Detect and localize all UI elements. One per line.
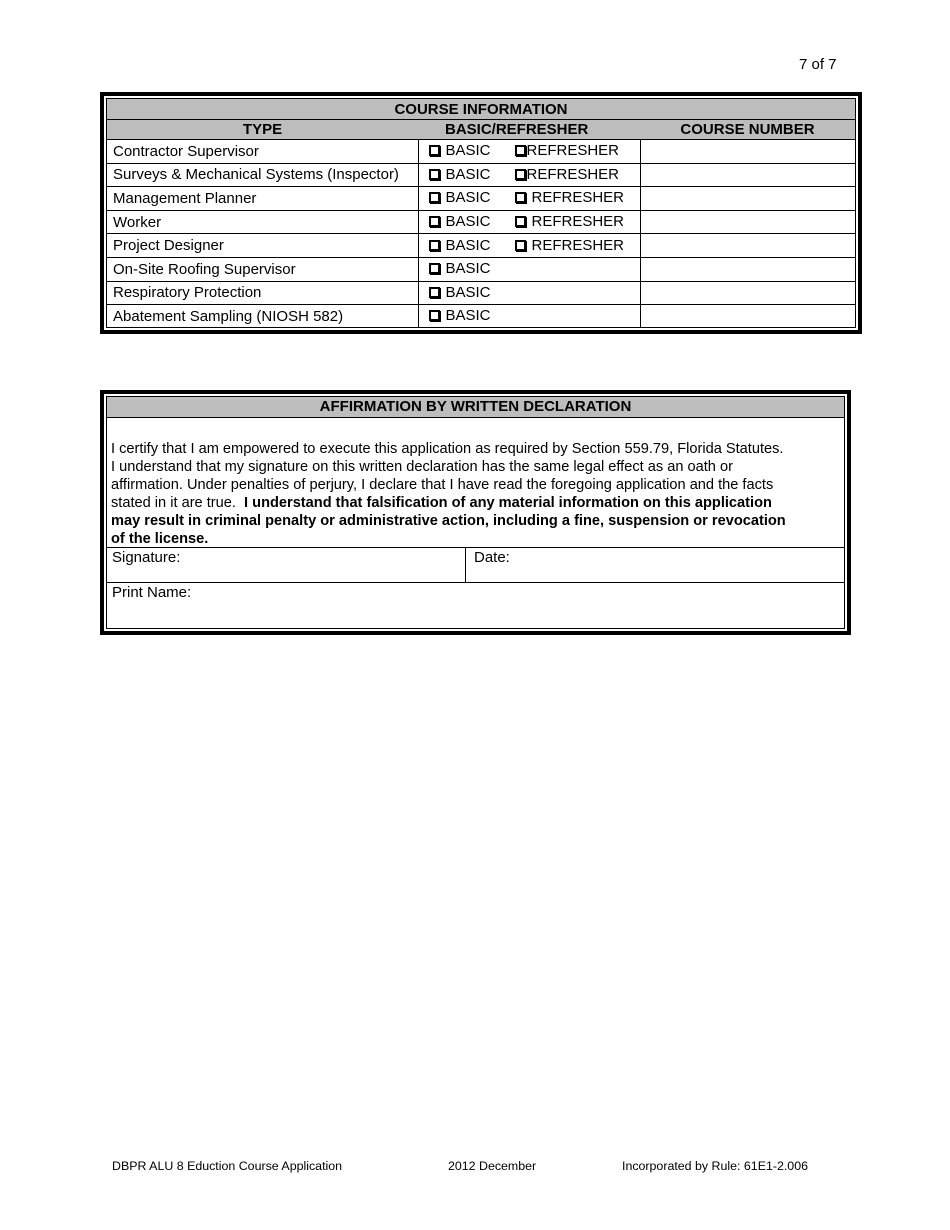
basic-option[interactable]: BASIC [425, 166, 515, 183]
course-type: Respiratory Protection [107, 281, 418, 305]
course-row [107, 257, 855, 281]
page-number: 7 of 7 [799, 56, 837, 73]
checkbox-icon[interactable] [429, 310, 440, 321]
course-type: On-Site Roofing Supervisor [107, 257, 418, 281]
refresher-option[interactable]: REFRESHER [515, 213, 625, 230]
course-information-title: COURSE INFORMATION [107, 99, 855, 120]
refresher-option[interactable]: REFRESHER [515, 166, 620, 183]
checkbox-icon[interactable] [429, 145, 440, 156]
course-number-field[interactable] [640, 210, 855, 234]
course-number-field[interactable] [640, 257, 855, 281]
checkbox-icon[interactable] [429, 216, 440, 227]
print-name-field[interactable] [107, 582, 844, 628]
affirmation-statement: I certify that I am empowered to execute this application as required by Section 559.79, Florida Statutes. I understand that my signature on this written declaration has the same legal effect as an oath or affirmation. Under penalties of perjury, I declare that I have read the foregoing application and the facts stated in it are true. I understand that falsification of any material information on this application may result in criminal penalty or administrative action, including a fine, suspension or revocation of the license. [111, 441, 786, 547]
course-number-field[interactable] [640, 163, 855, 187]
course-number-field[interactable] [640, 187, 855, 211]
basic-option[interactable]: BASIC [425, 213, 515, 230]
footer-date: 2012 December [448, 1159, 537, 1173]
date-label: Date: [474, 549, 510, 566]
course-type: Project Designer [107, 234, 418, 258]
checkbox-icon[interactable] [429, 240, 440, 251]
checkbox-icon[interactable] [515, 192, 526, 203]
course-number-field[interactable] [640, 234, 855, 258]
checkbox-icon[interactable] [515, 216, 526, 227]
course-type: Abatement Sampling (NIOSH 582) [107, 305, 418, 328]
checkbox-icon[interactable] [515, 169, 526, 180]
course-row [107, 187, 855, 211]
course-number-field[interactable] [640, 281, 855, 305]
course-number-field[interactable] [640, 305, 855, 328]
date-field[interactable] [466, 548, 844, 582]
course-row [107, 163, 855, 187]
footer-rule: Incorporated by Rule: 61E1-2.006 [622, 1159, 808, 1173]
affirmation-section [100, 390, 851, 635]
checkbox-icon[interactable] [515, 240, 526, 251]
basic-option[interactable]: BASIC [425, 284, 515, 301]
signature-row [107, 547, 844, 582]
checkbox-icon[interactable] [429, 287, 440, 298]
checkbox-icon[interactable] [429, 263, 440, 274]
type-header: TYPE [107, 120, 418, 140]
course-row [107, 234, 855, 258]
basic-option[interactable]: BASIC [425, 142, 515, 159]
checkbox-icon[interactable] [429, 192, 440, 203]
affirmation-title: AFFIRMATION BY WRITTEN DECLARATION [107, 397, 844, 418]
print-name-label: Print Name: [112, 584, 192, 601]
refresher-option[interactable]: REFRESHER [515, 142, 620, 159]
course-number-header: COURSE NUMBER [640, 120, 855, 140]
refresher-option[interactable]: REFRESHER [515, 189, 625, 206]
checkbox-icon[interactable] [515, 145, 526, 156]
basic-option[interactable]: BASIC [425, 237, 515, 254]
course-type: Management Planner [107, 187, 418, 211]
course-row [107, 281, 855, 305]
course-row [107, 140, 855, 164]
checkbox-icon[interactable] [429, 169, 440, 180]
basic-option[interactable]: BASIC [425, 307, 515, 324]
course-information-table [107, 99, 855, 328]
course-number-field[interactable] [640, 140, 855, 164]
course-type: Surveys & Mechanical Systems (Inspector) [107, 163, 418, 187]
signature-field[interactable] [107, 548, 466, 582]
refresher-option[interactable]: REFRESHER [515, 237, 625, 254]
course-type: Worker [107, 210, 418, 234]
signature-label: Signature: [112, 549, 181, 566]
footer-form-name: DBPR ALU 8 Eduction Course Application [112, 1159, 343, 1173]
course-row [107, 210, 855, 234]
basic-refresher-header: BASIC/REFRESHER [418, 120, 640, 140]
course-type: Contractor Supervisor [107, 140, 418, 164]
basic-option[interactable]: BASIC [425, 189, 515, 206]
course-row [107, 305, 855, 328]
basic-option[interactable]: BASIC [425, 260, 515, 277]
course-information-section [100, 92, 862, 334]
